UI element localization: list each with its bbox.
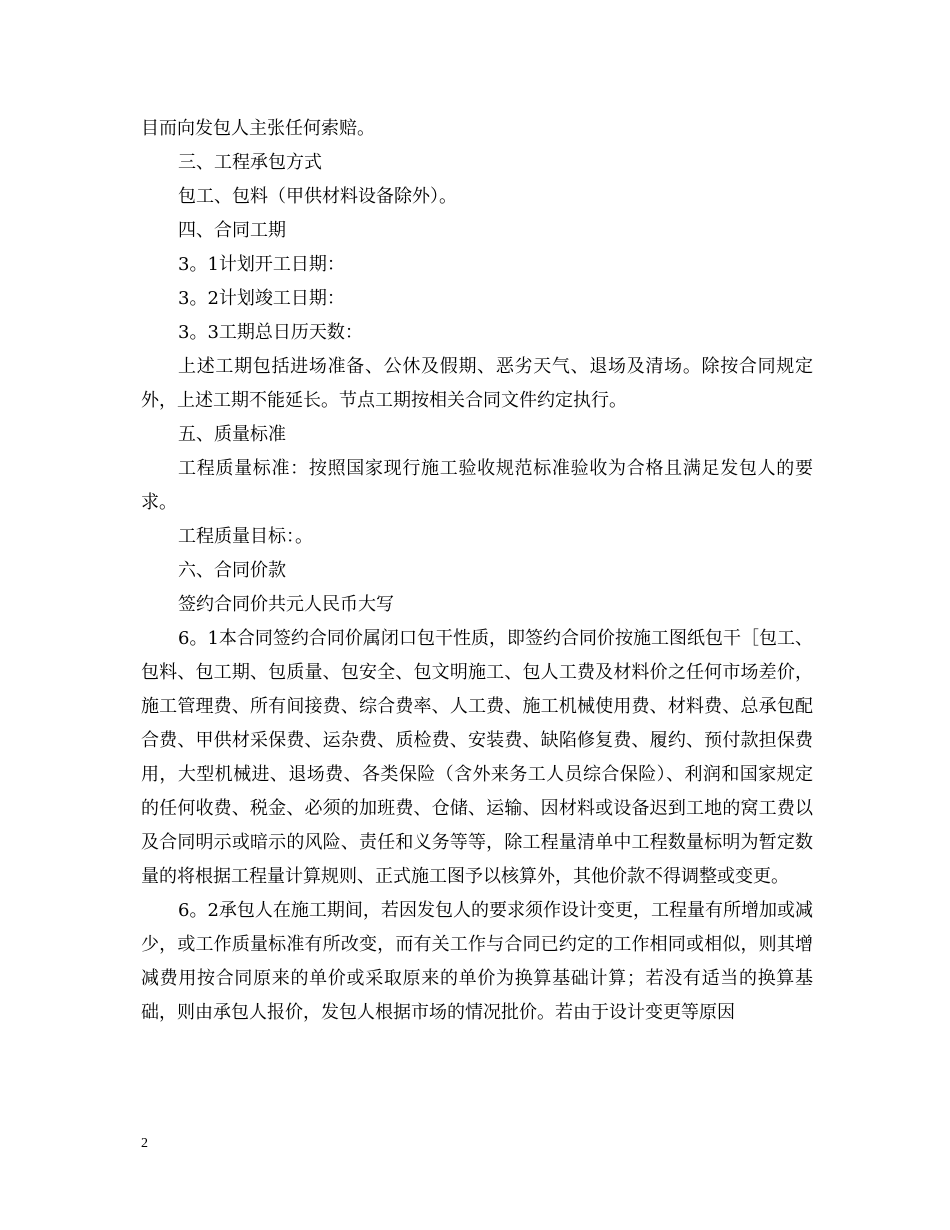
- paragraph: 6。2承包人在施工期间，若因发包人的要求须作设计变更，工程量有所增加或减少，或工作质量标准有所改变，而有关工作与合同已约定的工作相同或相似，则其增减费用按合同原来的单价或采取原来的单价为换算基础计算；若没有适当的换算基础，则由承包人报价，发包人根据市场的情况批价。若由于设计变更等原因: [141, 900, 813, 1023]
- paragraph: 3。2计划竣工日期：: [178, 288, 345, 309]
- paragraph: 上述工期包括进场准备、公休及假期、恶劣天气、退场及清场。除按合同规定外，上述工期不能延长。节点工期按相关合同文件约定执行。: [141, 356, 813, 411]
- paragraph: 签约合同价共元人民币大写: [178, 594, 394, 615]
- paragraph: 6。1本合同签约合同价属闭口包干性质，即签约合同价按施工图纸包干［包工、包料、包工期、包质量、包安全、包文明施工、包人工费及材料价之任何市场差价，施工管理费、所有间接费、综合费率、人工费、施工机械使用费、材料费、总承包配合费、甲供材采保费、运杂费、质检费、安装费、缺陷修复费、履约、预付款担保费用，大型机械进、退场费、各类保险（含外来务工人员综合保险）、利润和国家规定的任何收费、税金、必须的加班费、仓储、运输、因材料或设备迟到工地的窝工费以及合同明示或暗示的风险、责任和义务等等，除工程量清单中工程数量标明为暂定数量的将根据工程量计算规则、正式施工图予以核算外，其他价款不得调整或变更。: [141, 628, 813, 887]
- paragraph: 工程质量标准：按照国家现行施工验收规范标准验收为合格且满足发包人的要求。: [141, 458, 813, 513]
- paragraph: 工程质量目标：。: [178, 526, 313, 547]
- page-number: 2: [141, 1136, 148, 1151]
- section-heading: 四、合同工期: [178, 220, 286, 241]
- paragraph: 目而向发包人主张任何索赔。: [141, 118, 375, 139]
- section-heading: 六、合同价款: [178, 560, 286, 581]
- section-heading: 三、工程承包方式: [178, 152, 322, 173]
- section-heading: 五、质量标准: [178, 424, 286, 445]
- paragraph: 3。3工期总日历天数：: [178, 322, 363, 343]
- paragraph: 3。1计划开工日期：: [178, 254, 345, 275]
- paragraph: 包工、包料（甲供材料设备除外）。: [178, 186, 457, 207]
- document-body: [141, 112, 813, 1030]
